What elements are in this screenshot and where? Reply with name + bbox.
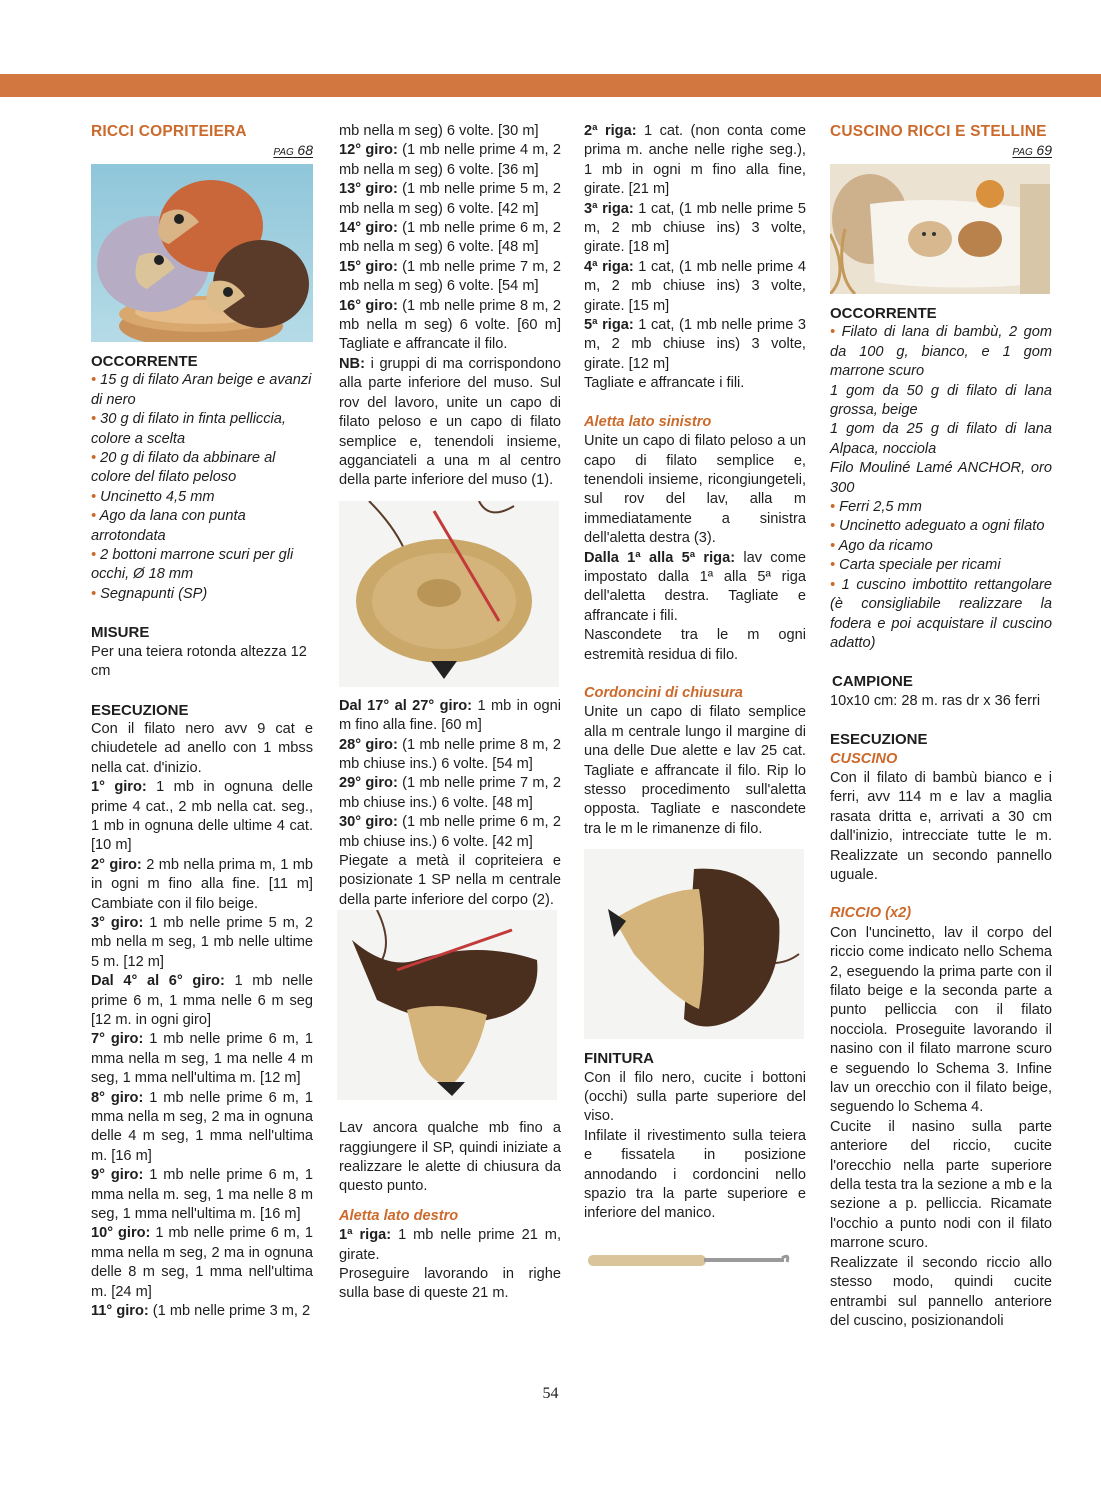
instruction-step: 12° giro: (1 mb nelle prime 4 m, 2 mb nella m seg) 6 volte. [36 m]	[339, 142, 562, 178]
finitura-heading: FINITURA	[584, 1050, 654, 1068]
instruction-step: 29° giro: (1 mb nelle prime 7 m, 2 mb chiuse ins.) 6 volte. [48 m]	[339, 775, 562, 811]
materials-item: Filo Mouliné Lamé ANCHOR, oro 300	[830, 460, 1052, 496]
instruction-step: 30° giro: (1 mb nelle prime 6 m, 2 mb chiuse ins.) 6 volte. [42 m]	[339, 814, 562, 850]
campione-text: 10x10 cm: 28 m. ras dr x 36 ferri	[830, 692, 1041, 709]
finitura-text: Infilate il rivestimento sulla teiera e fissatela in posizione annodando i cordoncini nello spazio tra la parte superiore e inferiore del manico.	[584, 1127, 806, 1222]
instruction-step: Proseguire lavorando in righe sulla base di queste 21 m.	[339, 1266, 561, 1302]
page-reference: PAG 69	[1012, 142, 1052, 158]
campione-heading: CAMPIONE	[832, 673, 913, 691]
materials-item: • 20 g di filato da abbinare al colore del filato peloso	[91, 450, 276, 486]
riccio-text: Realizzate il secondo riccio allo stesso modo, quindi cucite entrambi sul pannello anteriore del cuscino, posizionandoli	[830, 1254, 1052, 1329]
cuscino-text: Con il filato di bambù bianco e i ferri, avv 114 m e lav a maglia rasata dritta e, arrivati a 30 cm dall'inizio, intrecciate tutte le m. Realizzate un secondo pannello uguale.	[830, 769, 1052, 883]
materials-item: • Uncinetto adeguato a ogni filato	[830, 518, 1045, 535]
instruction-note: NB: i gruppi di ma corrispondono alla parte inferiore del muso. Sul rov del lavoro, unite un capo di filato peloso e un capo di filato semplice e, tenendoli insieme, agganciateli a una m al centro della parte inferiore del muso (1).	[339, 355, 561, 489]
instruction-step: 10° giro: 1 mb nelle prime 6 m, 1 mma nella m seg, 2 ma in ognuna delle 8 m seg, 1 mma nell'ultima m. [24 m]	[91, 1225, 314, 1300]
aletta-sinistro-heading: Aletta lato sinistro	[584, 413, 712, 430]
work-photo-3	[584, 849, 804, 1039]
materials-item: • Filato di lana di bambù, 2 gom da 100 g, bianco, e 1 gom marrone scuro	[830, 324, 1052, 380]
materials-item: 1 gom da 50 g di filato di lana grossa, beige	[830, 382, 1052, 419]
instruction-step: Unite un capo di filato peloso a un capo di filato semplice e, tenendoli insieme, ricongiungeteli, sul rov del lav, alla m immediatamente a sinistra dell'aletta destra (3).	[584, 433, 806, 547]
misure-text: Per una teiera rotonda altezza 12 cm	[91, 643, 307, 680]
esecuzione-heading: ESECUZIONE	[830, 731, 928, 749]
materials-item: • Segnapunti (SP)	[91, 585, 208, 602]
aletta-destro-heading: Aletta lato destro	[339, 1207, 459, 1224]
occorrente-heading: OCCORRENTE	[830, 305, 937, 322]
page-number: 54	[542, 1385, 559, 1402]
instruction-step: 9° giro: 1 mb nelle prime 6 m, 1 mma nella m. seg, 1 ma nelle 8 m seg, 1 mma nell'ultima m. [16 m]	[91, 1167, 313, 1223]
instruction-step: 3ª riga: 1 cat, (1 mb nelle prime 5 m, 2 mb chiuse ins) 3 volte, girate. [18 m]	[584, 200, 806, 256]
instruction-step: Dal 17° al 27° giro: 1 mb in ogni m fino alla fine. [60 m]	[339, 697, 561, 734]
materials-item: • Ago da lana con punta arrotondata	[91, 508, 246, 544]
article-title-ricci-copriteiera: RICCI COPRITEIERA	[91, 123, 247, 140]
instruction-step: 28° giro: (1 mb nelle prime 8 m, 2 mb chiuse ins.) 6 volte. [54 m]	[339, 736, 562, 772]
instruction-step: 15° giro: (1 mb nelle prime 7 m, 2 mb nella m seg) 6 volte. [54 m]	[339, 258, 562, 295]
column-1	[91, 122, 313, 1322]
work-photo-2	[337, 910, 557, 1100]
riccio-text: Cucite il nasino sulla parte anteriore del riccio, cucite l'orecchio nella parte superiore della testa tra la sezione a mb e la sezione a p. pelliccia. Ricamate l'occhio a punto nodi con il filato marrone scuro.	[830, 1118, 1052, 1252]
esecuzione-heading: ESECUZIONE	[91, 701, 189, 719]
pillow-photo	[830, 164, 1050, 294]
misure-heading: MISURE	[91, 624, 150, 642]
materials-item: • Uncinetto 4,5 mm	[91, 488, 215, 505]
materials-item: • 15 g di filato Aran beige e avanzi di nero	[91, 372, 312, 408]
riccio-subheading: RICCIO (x2)	[830, 905, 912, 922]
riccio-text: Con l'uncinetto, lav il corpo del riccio come indicato nello Schema 2, eseguendo la prima parte con il filato beige e la seconda parte a punto pelliccia con il filato nocciola. Proseguite lavorando il nasino con il filato marrone scuro e seguendo lo Schema 3. Infine lav un orecchio con il filato beige, seguendo lo Schema 4.	[830, 924, 1052, 1116]
materials-item: • Carta speciale per ricami	[830, 557, 1001, 574]
cordoncini-heading: Cordoncini di chiusura	[584, 684, 743, 701]
instruction-step: Piegate a metà il copriteiera e posizionate 1 SP nella m centrale della parte inferiore del corpo (2).	[339, 852, 561, 908]
instruction-step: 11° giro: (1 mb nelle prime 3 m, 2	[91, 1303, 311, 1320]
instruction-step: 8° giro: 1 mb nelle prime 6 m, 1 mma nella m seg, 2 ma in ognuna delle 4 m seg, 1 mma nell'ultima m. [16 m]	[91, 1089, 313, 1164]
instruction-step: 5ª riga: 1 cat, (1 mb nelle prime 3 m, 2 mb chiuse ins) 3 volte, girate. [12 m]	[584, 317, 806, 372]
work-photo-1	[339, 501, 559, 687]
instruction-intro: Con il filato nero avv 9 cat e chiudetele ad anello con 1 mbss nella cat. d'inizio.	[91, 720, 313, 776]
instruction-step: 16° giro: (1 mb nelle prime 8 m, 2 mb nella m seg) 6 volte. [60 m] Tagliate e affrancate il filo.	[339, 297, 562, 353]
instruction-step: 1ª riga: 1 mb nelle prime 21 m, girate.	[339, 1227, 561, 1263]
instruction-step: Dalla 1ª alla 5ª riga: lav come impostato dalla 1ª alla 5ª riga dell'aletta destra. Tagliate e affrancate i fili.	[584, 549, 806, 624]
article-title-cuscino: CUSCINO RICCI E STELLINE	[830, 123, 1047, 140]
instruction-step: 14° giro: (1 mb nelle prime 6 m, 2 mb nella m seg) 6 volte. [48 m]	[339, 220, 562, 256]
instruction-text: Lav ancora qualche mb fino a raggiungere il SP, quindi iniziate a realizzare le alette di chiusura da questo punto.	[339, 1120, 561, 1195]
materials-item: • Ago da ricamo	[830, 537, 933, 554]
materials-item: 1 gom da 25 g di filato di lana Alpaca, nocciola	[830, 421, 1052, 457]
instruction-step: 3° giro: 1 mb nelle prime 5 m, 2 mb nella m seg, 1 mb nelle ultime 5 m. [12 m]	[91, 914, 313, 970]
instruction-step: 13° giro: (1 mb nelle prime 5 m, 2 mb nella m seg) 6 volte. [42 m]	[339, 181, 562, 217]
cordoncini-text: Unite un capo di filato semplice alla m centrale lungo il margine di una delle Due alette e lav 25 cat. Tagliate e affrancate il filo. Rip lo stesso procedimento sull'aletta opposta. Tagliate e nascondete tra le m le rimanenze di filo.	[584, 704, 806, 837]
materials-item: • Ferri 2,5 mm	[830, 499, 922, 516]
instruction-step: Dal 4° al 6° giro: 1 mb nelle prime 6 m, 1 mma nelle 6 m seg [12 m. in ogni giro]	[91, 973, 313, 1028]
occorrente-heading: OCCORRENTE	[91, 353, 198, 370]
column-3	[584, 122, 806, 1277]
materials-item: • 1 cuscino imbottito rettangolare (è consigliabile realizzare la fodera e poi acquistare il cuscino adatto)	[830, 576, 1052, 651]
materials-item: • 2 bottoni marrone scuri per gli occhi, Ø 18 mm	[91, 547, 294, 583]
materials-item: • 30 g di filato in finta pelliccia, colore a scelta	[91, 411, 286, 447]
instruction-step: 2ª riga: 1 cat. (non conta come prima m. anche nelle righe seg.), 1 mb in ogni m fino alla fine, girate. [21 m]	[584, 123, 806, 198]
instruction-step: 7° giro: 1 mb nelle prime 6 m, 1 mma nella m seg, 1 ma nelle 4 m seg, 1 mma nell'ultima m. [12 m]	[91, 1031, 313, 1087]
top-color-band	[0, 74, 1101, 97]
instruction-step: Tagliate e affrancate i fili.	[584, 375, 745, 392]
instruction-step: 2° giro: 2 mb nella prima m, 1 mb in ogni m fino alla fine. [11 m] Cambiate con il filo beige.	[91, 856, 313, 912]
instruction-step: Nascondete tra le m ogni estremità residua di filo.	[584, 627, 806, 663]
column-2	[339, 122, 561, 1304]
hedgehogs-photo	[91, 164, 313, 342]
instruction-step: mb nella m seg) 6 volte. [30 m]	[339, 123, 539, 139]
instruction-step: 4ª riga: 1 cat, (1 mb nelle prime 4 m, 2 mb chiuse ins) 3 volte, girate. [15 m]	[584, 258, 806, 314]
crochet-hook-photo	[584, 1243, 794, 1277]
instruction-step: 1° giro: 1 mb in ognuna delle prime 4 cat., 2 mb nella cat. seg., 1 mb in ognuna delle ultime 4 cat. [10 m]	[91, 779, 313, 854]
column-4	[830, 122, 1052, 1331]
page-reference: PAG 68	[273, 142, 313, 158]
cuscino-subheading: CUSCINO	[830, 750, 898, 767]
finitura-text: Con il filo nero, cucite i bottoni (occhi) sulla parte superiore del viso.	[584, 1069, 806, 1125]
